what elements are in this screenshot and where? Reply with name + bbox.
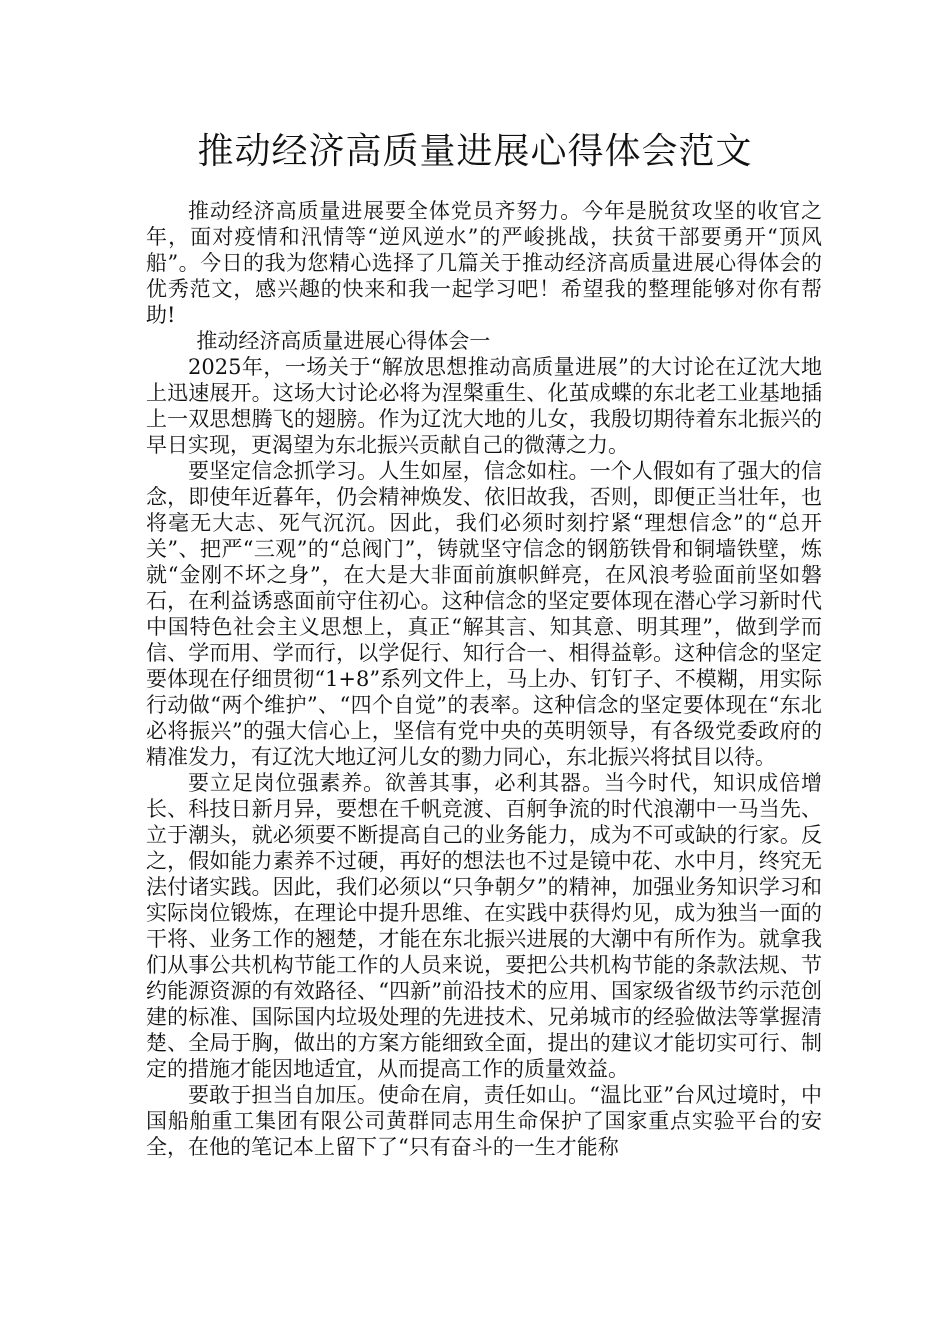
document-title: 推动经济高质量进展心得体会范文 [197, 131, 753, 172]
body-paragraph: 2025年，一场关于“解放思想推动高质量进展”的大讨论在辽沈大地上迅速展开。这场大讨论必将为涅槃重生、化茧成蝶的东北老工业基地插上一双思想腾飞的翅膀。作为辽沈大地的儿女，我殷切期待着东北振兴的早日实现，更渴望为东北振兴贡献自己的微薄之力。 [146, 355, 822, 457]
intro-paragraph: 推动经济高质量进展要全体党员齐努力。今年是脱贫攻坚的收官之年，面对疫情和汛情等“逆风逆水”的严峻挑战，扶贫干部要勇开“顶风船”。今日的我为您精心选择了几篇关于推动经济高质量进展心得体会的优秀范文，感兴趣的快来和我一起学习吧！希望我的整理能够对你有帮助! [146, 199, 822, 327]
body-paragraph: 要敢于担当自加压。使命在肩，责任如山。“温比亚”台风过境时，中国船舶重工集团有限公司黄群同志用生命保护了国家重点实验平台的安全，在他的笔记本上留下了“只有奋斗的一生才能称 [146, 1083, 822, 1159]
section-heading: 推动经济高质量进展心得体会一 [196, 329, 491, 353]
body-paragraph: 要立足岗位强素养。欲善其事，必利其器。当今时代，知识成倍增长、科技日新月异，要想在千帆竞渡、百舸争流的时代浪潮中一马当先、立于潮头，就必须要不断提高自己的业务能力，成为不可或缺的行家。反之，假如能力素养不过硬，再好的想法也不过是镜中花、水中月，终究无法付诸实践。因此，我们必须以“只争朝夕”的精神，加强业务知识学习和实际岗位锻炼，在理论中提升思维、在实践中获得灼见，成为独当一面的干将、业务工作的翘楚，才能在东北振兴进展的大潮中有所作为。就拿我们从事公共机构节能工作的人员来说，要把公共机构节能的条款法规、节约能源资源的有效路径、“四新”前沿技术的应用、国家级省级节约示范创建的标准、国际国内垃圾处理的先进技术、兄弟城市的经验做法等掌握清楚、全局于胸，做出的方案方能细致全面，提出的建议才能切实可行、制定的措施才能因地适宜，从而提高工作的质量效益。 [146, 771, 822, 1081]
body-paragraph: 要坚定信念抓学习。人生如屋，信念如柱。一个人假如有了强大的信念，即使年近暮年，仍会精神焕发、依旧故我，否则，即便正当壮年，也将毫无大志、死气沉沉。因此，我们必须时刻拧紧“理想信念”的“总开关”、把严“三观”的“总阀门”，铸就坚守信念的钢筋铁骨和铜墙铁壁，炼就“金刚不坏之身”，在大是大非面前旗帜鲜亮，在风浪考验面前坚如磐石，在利益诱惑面前守住初心。这种信念的坚定要体现在潜心学习新时代中国特色社会主义思想上，真正“解其言、知其意、明其理”，做到学而信、学而用、学而行，以学促行、知行合一、相得益彰。这种信念的坚定要体现在仔细贯彻“1+8”系列文件上，马上办、钉钉子、不模糊，用实际行动做“两个维护”、“四个自觉”的表率。这种信念的坚定要体现在“东北必将振兴”的强大信心上，坚信有党中央的英明领导，有各级党委政府的精准发力，有辽沈大地辽河儿女的勠力同心，东北振兴将拭目以待。 [146, 459, 822, 769]
document-body [146, 198, 822, 1160]
